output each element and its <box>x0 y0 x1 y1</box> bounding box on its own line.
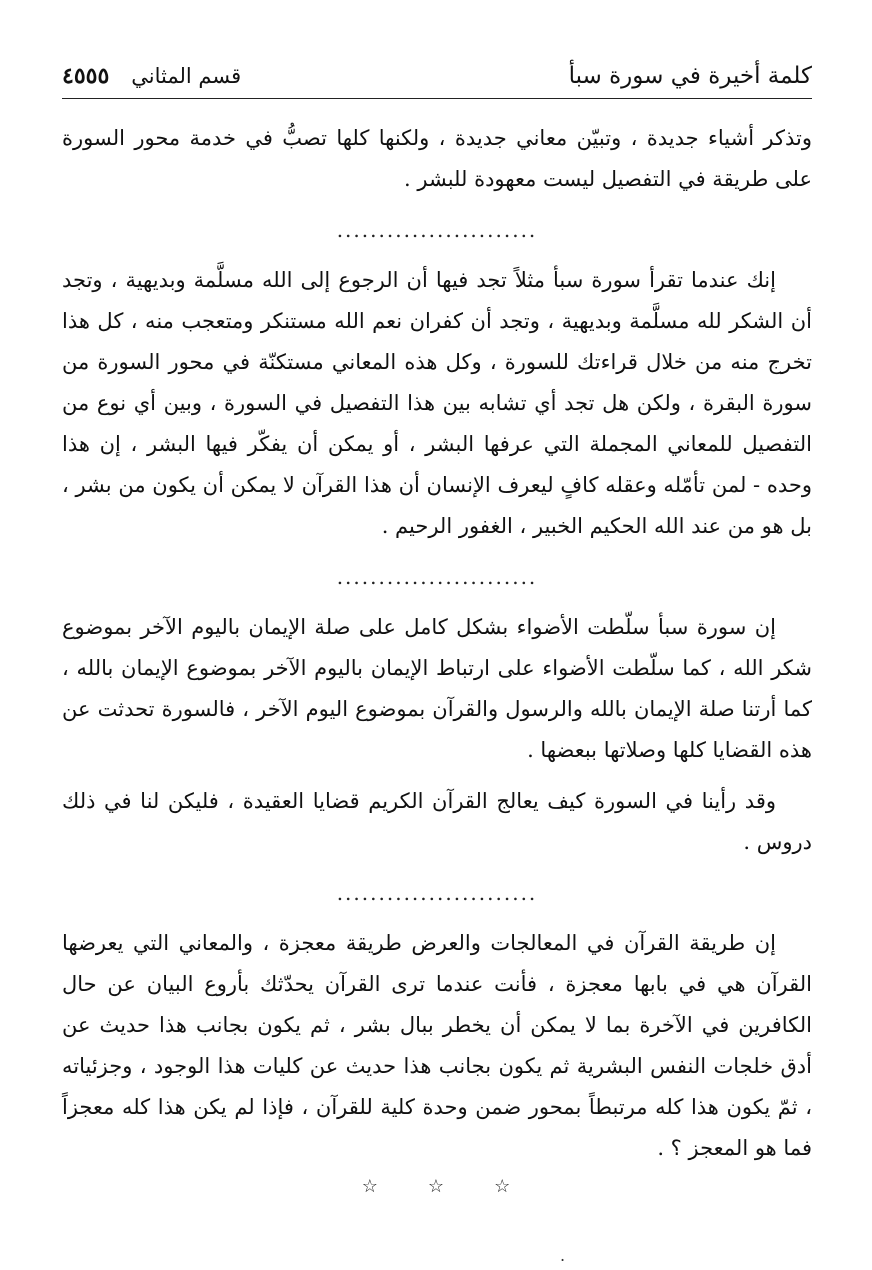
header-rule <box>62 98 812 99</box>
dotted-separator-3: ........................ <box>336 881 538 905</box>
bottom-dot: . <box>560 1246 566 1265</box>
dotted-separator-2: ........................ <box>336 565 538 589</box>
paragraph-5: إن طريقة القرآن في المعالجات والعرض طريقة معجزة ، والمعاني التي يعرضها القرآن هي في بابها معجزة ، فأنت عندما ترى القرآن يحدّثك بأروع البيان عن حال الكافرين في الآخرة بما لا يمكن أن يخطر ببال بشر ، ثم يكون بجانب هذا حديث عن أدق خلجات النفس البشرية ثم يكون بجانب هذا حديث عن كليات هذا الوجود ، وجزئياته ، ثمّ يكون هذا كله مرتبطاً بمحور ضمن وحدة كلية للقرآن ، فإذا لم يكن هذا كله معجزاً فما هو المعجز ؟ . <box>62 931 812 1160</box>
header-left-group <box>62 63 241 89</box>
star-icon: ☆ <box>494 1176 511 1197</box>
paragraph-3: إن سورة سبأ سلّطت الأضواء بشكل كامل على صلة الإيمان باليوم الآخر بموضوع شكر الله ، كما سلّطت الأضواء على ارتباط الإيمان باليوم الآخر بموضوع الإيمان بالله ، كما أرتنا صلة الإيمان بالله والرسول والقرآن بموضوع اليوم الآخر ، فالسورة تحدثت عن هذه القضايا كلها وصلاتها ببعضها . <box>62 615 812 762</box>
page-number: ٤٥٥٥ <box>62 63 110 89</box>
running-title: كلمة أخيرة في سورة سبأ <box>568 63 812 89</box>
star-icon: ☆ <box>427 1176 445 1197</box>
page-header <box>62 58 812 94</box>
paragraph-gap <box>62 771 812 781</box>
paragraph-4: وقد رأينا في السورة كيف يعالج القرآن الكريم قضايا العقيدة ، فليكن لنا في ذلك دروس . <box>62 789 812 854</box>
star-icon: ☆ <box>361 1176 378 1197</box>
closing-stars <box>0 1176 872 1197</box>
page-body <box>62 118 812 1169</box>
dotted-separator-1: ........................ <box>336 218 538 242</box>
paragraph-1: وتذكر أشياء جديدة ، وتبيّن معاني جديدة ، ولكنها كلها تصبُّ في خدمة محور السورة على طريقة في التفصيل ليست معهودة للبشر . <box>62 126 812 191</box>
section-name: قسم المثاني <box>131 64 242 88</box>
paragraph-2: إنك عندما تقرأ سورة سبأ مثلاً تجد فيها أن الرجوع إلى الله مسلَّمة وبديهية ، وتجد أن الشكر لله مسلَّمة وبديهية ، وتجد أن كفران نعم الله مستنكر ومتعجب منه ، كل هذا تخرج منه من خلال قراءتك للسورة ، وكل هذه المعاني مستكنّة في محور السورة من سورة البقرة ، ولكن هل تجد أي تشابه بين هذا التفصيل في السورة ، وبين أي نوع من التفصيل للمعاني المجملة التي عرفها البشر ، أو يمكن أن يفكّر فيها البشر ، إن هذا وحده - لمن تأمّله وعقله كافٍ ليعرف الإنسان أن هذا القرآن لا يمكن أن يكون من بشر ، بل هو من عند الله الحكيم الخبير ، الغفور الرحيم . <box>62 268 812 538</box>
